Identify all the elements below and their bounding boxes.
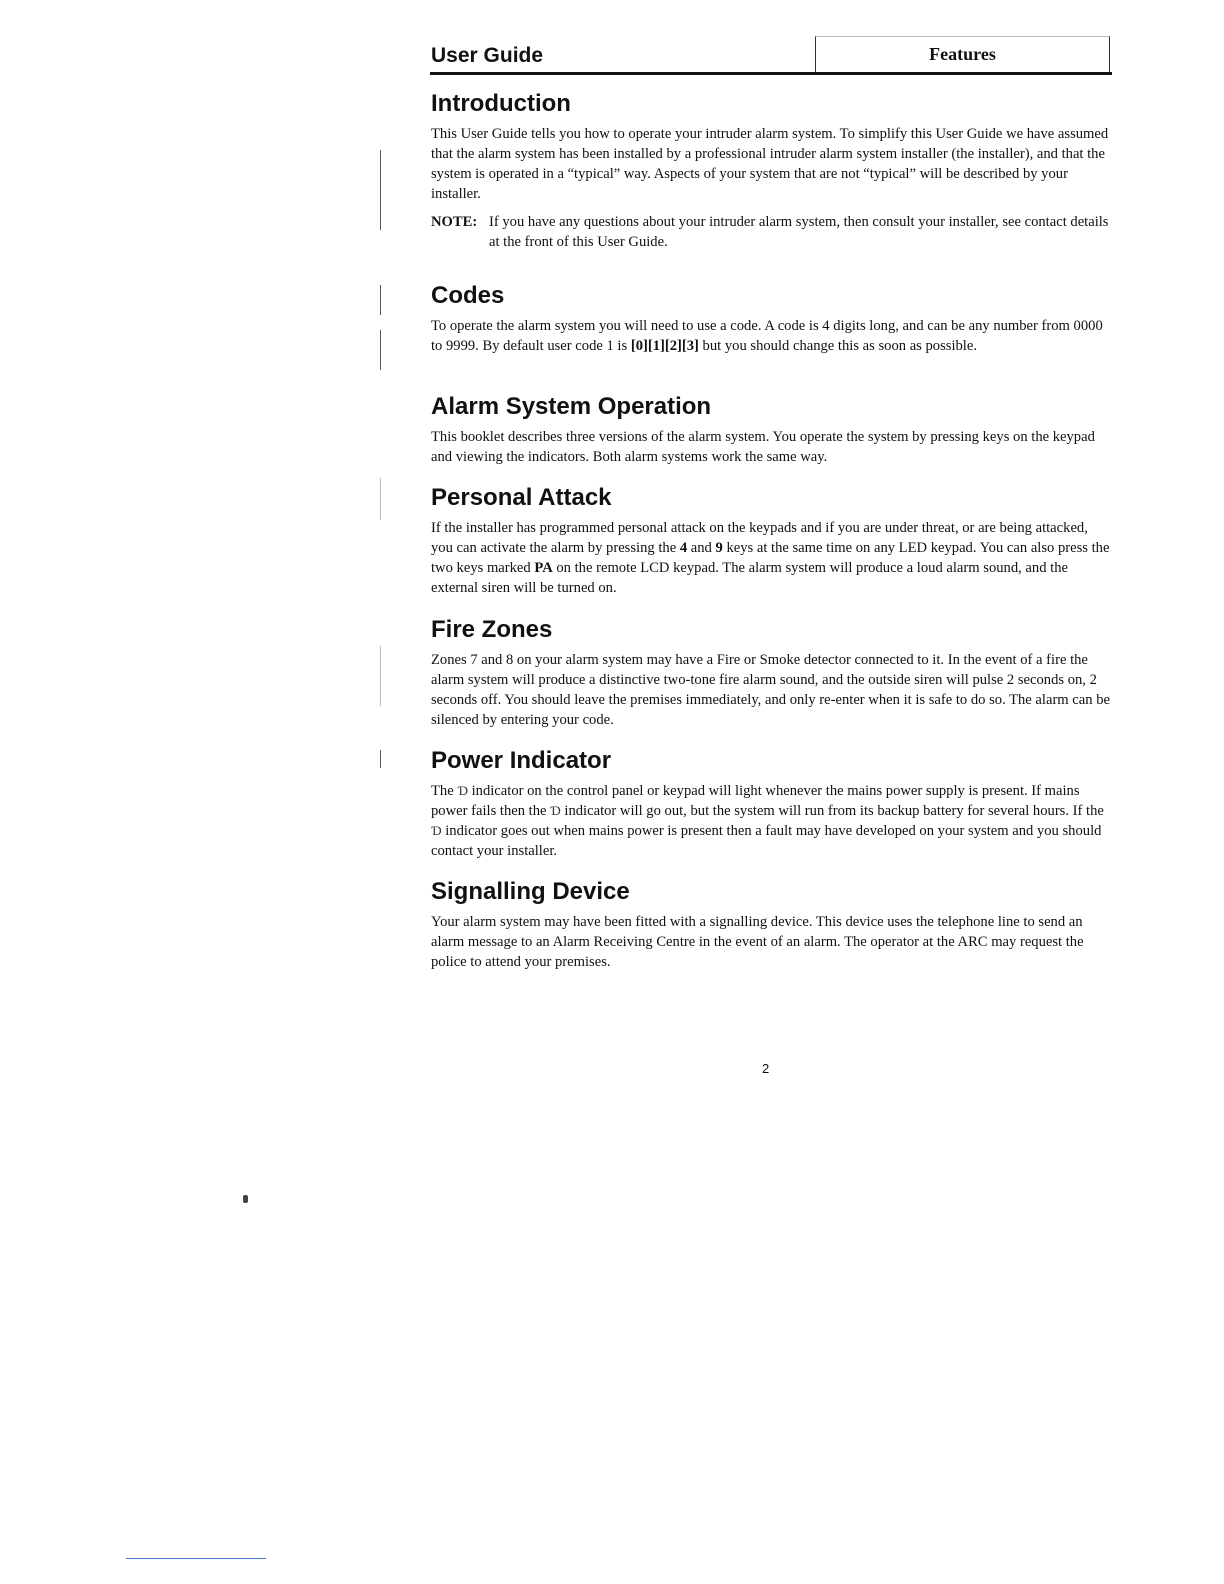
section-heading: Signalling Device xyxy=(431,878,630,905)
key-9: 9 xyxy=(715,540,723,556)
note xyxy=(431,212,1111,252)
header-rule xyxy=(430,72,1112,75)
document-title: User Guide xyxy=(431,44,544,67)
margin-mark xyxy=(380,646,381,706)
text-run: indicator will go out, but the system will run from its backup battery for several hours. If the xyxy=(560,803,1104,819)
text-run: on the remote LCD keypad. The alarm system will produce a loud alarm sound, and the external siren will be turned on. xyxy=(431,560,1068,596)
margin-mark xyxy=(380,478,381,520)
section-power-indicator xyxy=(431,747,1111,861)
section-body: Your alarm system may have been fitted with a signalling device. This device uses the telephone line to send an alarm message to an Alarm Receiving Centre in the event of an alarm. The operator at the ARC may request the police to attend your premises. xyxy=(431,914,1084,970)
section-heading: Alarm System Operation xyxy=(431,393,712,420)
margin-mark xyxy=(380,330,381,370)
section-body: Zones 7 and 8 on your alarm system may have a Fire or Smoke detector connected to it. In the event of a fire the alarm system will produce a distinctive two-tone fire alarm sound, and the outside siren will pulse 2 seconds on, 2 seconds off. You should leave the premises immediately, and only re-enter when it is safe to do so. The alarm can be silenced by entering your code. xyxy=(431,652,1110,728)
section-tab: Features xyxy=(815,36,1110,74)
section-heading: Power Indicator xyxy=(431,747,612,774)
text-run: To operate the alarm system you will need to use a code. A code is 4 digits long, and can be any number from 0000 to 9999. By default user code 1 is xyxy=(431,318,1103,354)
section-body xyxy=(431,316,1111,356)
default-code: [0][1][2][3] xyxy=(630,338,699,354)
text-run: indicator on the control panel or keypad will light whenever the mains power supply is present. If mains power fails then the xyxy=(431,783,1080,819)
section-body: This booklet describes three versions of the alarm system. You operate the system by pressing keys on the keypad and viewing the indicators. Both alarm systems work the same way. xyxy=(431,429,1095,465)
section-fire-zones xyxy=(431,616,1111,730)
section-introduction xyxy=(431,90,1111,252)
text-run: The xyxy=(431,783,458,799)
section-heading: Fire Zones xyxy=(431,616,553,643)
margin-mark xyxy=(380,285,381,315)
section-body xyxy=(431,781,1111,861)
margin-mark xyxy=(380,150,381,230)
page-number: 2 xyxy=(762,1061,770,1076)
text-run: keys at the same time on any LED keypad. You can also press the two keys marked xyxy=(431,540,1110,576)
section-signalling-device xyxy=(431,878,1111,972)
section-heading: Introduction xyxy=(431,90,571,117)
section-operation xyxy=(431,393,1111,467)
note-label: NOTE: xyxy=(431,214,478,230)
section-personal-attack xyxy=(431,484,1111,598)
text-run: indicator goes out when mains power is present then a fault may have developed on your system and you should contact your installer. xyxy=(431,823,1102,859)
power-icon: Ɗ xyxy=(457,783,468,798)
text-run: but you should change this as soon as possible. xyxy=(698,338,977,354)
power-icon: Ɗ xyxy=(431,823,442,838)
scan-speck xyxy=(243,1195,248,1203)
key-4: 4 xyxy=(679,540,688,556)
section-heading: Personal Attack xyxy=(431,484,612,511)
text-run: and xyxy=(687,540,716,556)
section-heading: Codes xyxy=(431,282,505,309)
text-run: If the installer has programmed personal attack on the keypads and if you are under threat, or are being attacked, you can activate the alarm by pressing the xyxy=(431,520,1088,556)
footer-rule xyxy=(126,1558,266,1559)
note-body: If you have any questions about your intruder alarm system, then consult your installer, see contact details at the front of this User Guide. xyxy=(489,214,1109,250)
section-body: This User Guide tells you how to operate your intruder alarm system. To simplify this User Guide we have assumed that the alarm system has been installed by a professional intruder alarm system installer (the installer), and that the system is operated in a “typical” way. Aspects of your system that are not “typical” will be described by your installer. xyxy=(431,126,1109,202)
section-codes xyxy=(431,282,1111,356)
margin-mark xyxy=(380,750,381,768)
pa-key-label: PA xyxy=(534,560,553,576)
power-icon: Ɗ xyxy=(550,803,561,818)
section-body xyxy=(431,518,1111,598)
